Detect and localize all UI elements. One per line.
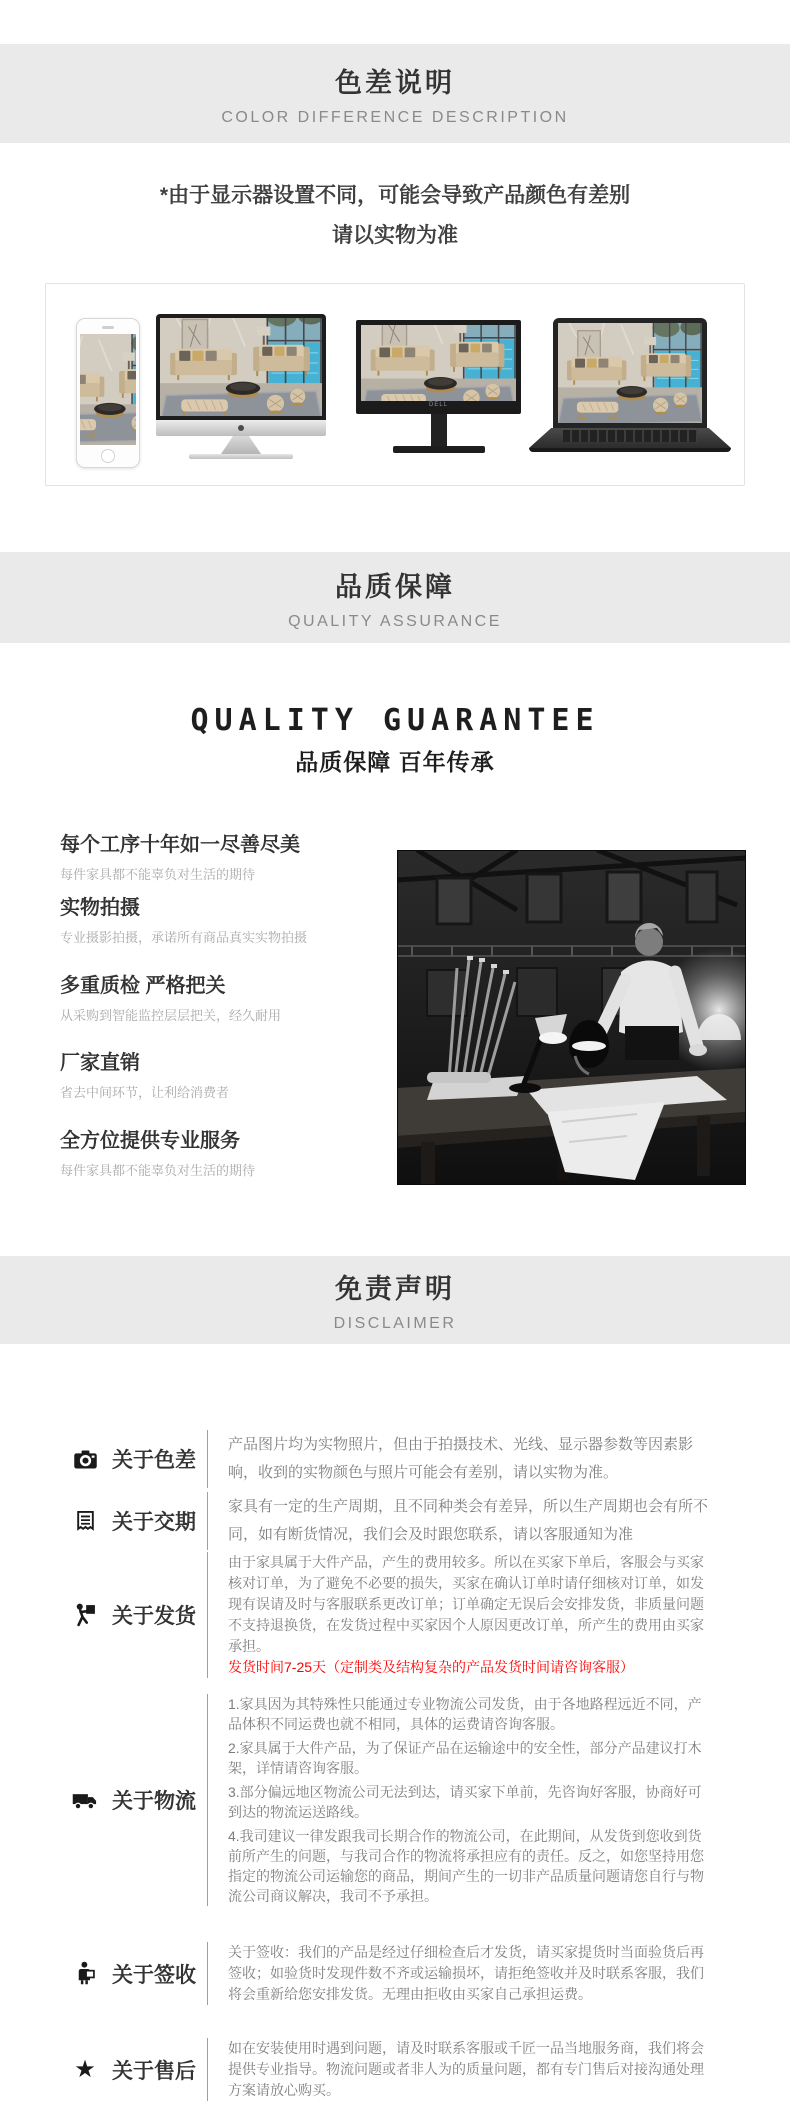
imac-base [189,454,293,459]
quality-point [60,833,390,883]
color-difference-subtitle: COLOR DIFFERENCE DESCRIPTION [221,108,569,126]
smartphone-mockup [76,318,140,468]
quality-point [60,1051,390,1101]
monitor-mockup [356,320,521,455]
vertical-divider [207,1942,208,2005]
disclaimer-item-color [60,1430,710,1488]
disclaimer-paragraph: 由于家具属于大件产品，产生的费用较多。所以在买家下单后，客服会与买家核对订单，为了避免不必要的损失，买家在确认订单时请仔细核对订单，如发现有误请及时与客服联系更改订单；订单确定无误后会安排发货，非质量问题不支持退换货，在发货过程中买家因个人原因更改订单，所产生的费用由买家承担。 [228,1554,704,1654]
imac-chin [156,420,326,436]
courier-icon [70,1600,100,1630]
disclaimer-item-receipt-signing [60,1942,710,2005]
receipt-icon [70,1506,100,1536]
quality-assurance-band [0,552,790,643]
laptop-bottom-edge [529,448,731,452]
disclaimer-item-text [228,1942,709,2005]
vertical-divider [207,1492,208,1550]
disclaimer-item-title: 关于售后 [112,2059,196,2083]
disclaimer-paragraph: 2.家具属于大件产品，为了保证产品在运输途中的安全性，部分产品建议打木架，详情请咨询客服。 [228,1740,702,1776]
quality-point-desc: 从采购到智能监控层层把关，经久耐用 [60,1008,282,1023]
quality-point [60,896,390,946]
disclaimer-item-title: 关于签收 [112,1963,196,1987]
phone-screen-image [80,334,136,445]
star-icon: ★ [74,2055,96,2083]
disclaimer-paragraph: 如在安装使用时遇到问题，请及时联系客服或千匠一品当地服务商，我们将会提供专业指导。物流问题或者非人为的质量问题，都有专门售后对接沟通处理方案请放心购买。 [228,2040,704,2098]
disclaimer-paragraph: 关于签收：我们的产品是经过仔细检查后才发货，请买家提货时当面验货后再签收；如验货时发现件数不齐或运输损坏，请拒绝签收并及时联系客服，我们将会重新给您安排发货。无理由拒收由买家自己承担运费。 [228,1944,704,2002]
disclaimer-item-title: 关于色差 [112,1449,196,1472]
camera-icon [70,1444,100,1474]
color-note [0,176,790,256]
quality-point-title: 全方位提供专业服务 [60,1130,240,1152]
color-difference-band [0,44,790,143]
disclaimer-item-delivery-time [60,1492,710,1550]
quality-band-title: 品质保障 [335,571,455,602]
workshop-photo [397,850,746,1185]
color-note-line1: *由于显示器设置不同，可能会导致产品颜色有差别 [159,184,631,207]
disclaimer-item-head [60,2055,207,2085]
disclaimer-item-text [228,1493,709,1549]
color-note-line2: 请以实物为准 [332,224,458,247]
quality-band-subtitle: QUALITY ASSURANCE [288,612,502,630]
laptop-keyboard [563,430,697,442]
imac-stand [221,436,261,454]
disclaimer-item-head [60,1959,207,1989]
vertical-divider [207,1430,208,1488]
vertical-divider [207,1552,208,1678]
dell-logo: DELL [428,402,448,408]
quality-guarantee-headline-en: QUALITY GUARANTEE [190,703,600,738]
monitor-base [393,446,485,453]
disclaimer-paragraph: 1.家具因为其特殊性只能通过专业物流公司发货，由于各地路程远近不同，产品体积不同运费也就不相同，具体的运费请咨询客服。 [228,1696,702,1732]
laptop-mockup [529,318,731,454]
disclaimer-band [0,1256,790,1344]
disclaimer-item-title: 关于交期 [112,1511,196,1534]
apple-logo-icon [238,425,244,431]
truck-icon [70,1785,100,1815]
quality-guarantee-headline-cn: 品质保障 百年传承 [295,749,495,775]
disclaimer-item-text [228,1694,709,1906]
disclaimer-item-text [228,2038,709,2101]
disclaimer-item-head [60,1506,207,1536]
person-package-icon [70,1959,100,1989]
disclaimer-band-subtitle: DISCLAIMER [333,1315,457,1332]
disclaimer-item-title: 关于物流 [112,1790,196,1813]
phone-home-button [101,449,115,463]
device-preview-box [45,283,745,486]
disclaimer-item-title: 关于发货 [112,1605,196,1628]
disclaimer-item-head [60,1785,207,1815]
quality-point-desc: 专业摄影拍摄，承诺所有商品真实实物拍摄 [60,930,308,945]
shipping-time-highlight: 发货时间7-25天（定制类及结构复杂的产品发货时间请咨询客服） [228,1659,635,1675]
monitor-stand [431,414,447,446]
disclaimer-paragraph: 产品图片均为实物照片，但由于拍摄技术、光线、显示器参数等因素影响，收到的实物颜色与照片可能会有差别，请以实物为准。 [228,1436,694,1481]
disclaimer-paragraph: 家具有一定的生产周期，且不同种类会有差异，所以生产周期也会有所不同，如有断货情况，我们会及时跟您联系，请以客服通知为准 [228,1498,709,1543]
quality-point [60,1129,390,1179]
quality-point-desc: 省去中间环节，让利给消费者 [60,1085,230,1100]
disclaimer-item-logistics [60,1694,710,1906]
disclaimer-paragraph: 3.部分偏远地区物流公司无法到达，请买家下单前，先咨询好客服，协商好可到达的物流运送路线。 [228,1784,702,1820]
disclaimer-item-text [228,1552,709,1678]
quality-point-title: 每个工序十年如一尽善尽美 [60,834,300,856]
imac-screen-image [160,318,322,416]
quality-point-desc: 每件家具都不能辜负对生活的期待 [60,1163,256,1178]
imac-mockup [156,314,326,454]
disclaimer-item-text [228,1431,709,1487]
quality-point-title: 多重质检 严格把关 [60,975,226,997]
vertical-divider [207,2038,208,2101]
quality-point [60,974,390,1024]
disclaimer-band-title: 免责声明 [335,1274,455,1304]
disclaimer-item-after-sales [60,2038,710,2101]
vertical-divider [207,1694,208,1906]
disclaimer-paragraph: 4.我司建议一律发跟我司长期合作的物流公司，在此期间，从发货到您收到货前所产生的问题，与我司合作的物流将承担应有的责任。反之，如您坚持用您指定的物流公司运输您的商品，期间产生的一切非产品质量问题请您自行与物流公司商议解决，我司不予承担。 [228,1828,704,1904]
phone-speaker [102,326,114,329]
disclaimer-item-shipping [60,1552,710,1678]
laptop-screen-image [558,323,702,423]
disclaimer-item-head [60,1600,207,1630]
quality-point-desc: 每件家具都不能辜负对生活的期待 [60,867,256,882]
monitor-screen-image [361,325,516,401]
quality-point-title: 实物拍摄 [60,897,140,919]
disclaimer-item-head [60,1444,207,1474]
quality-point-title: 厂家直销 [60,1052,140,1074]
color-difference-title: 色差说明 [335,67,455,98]
